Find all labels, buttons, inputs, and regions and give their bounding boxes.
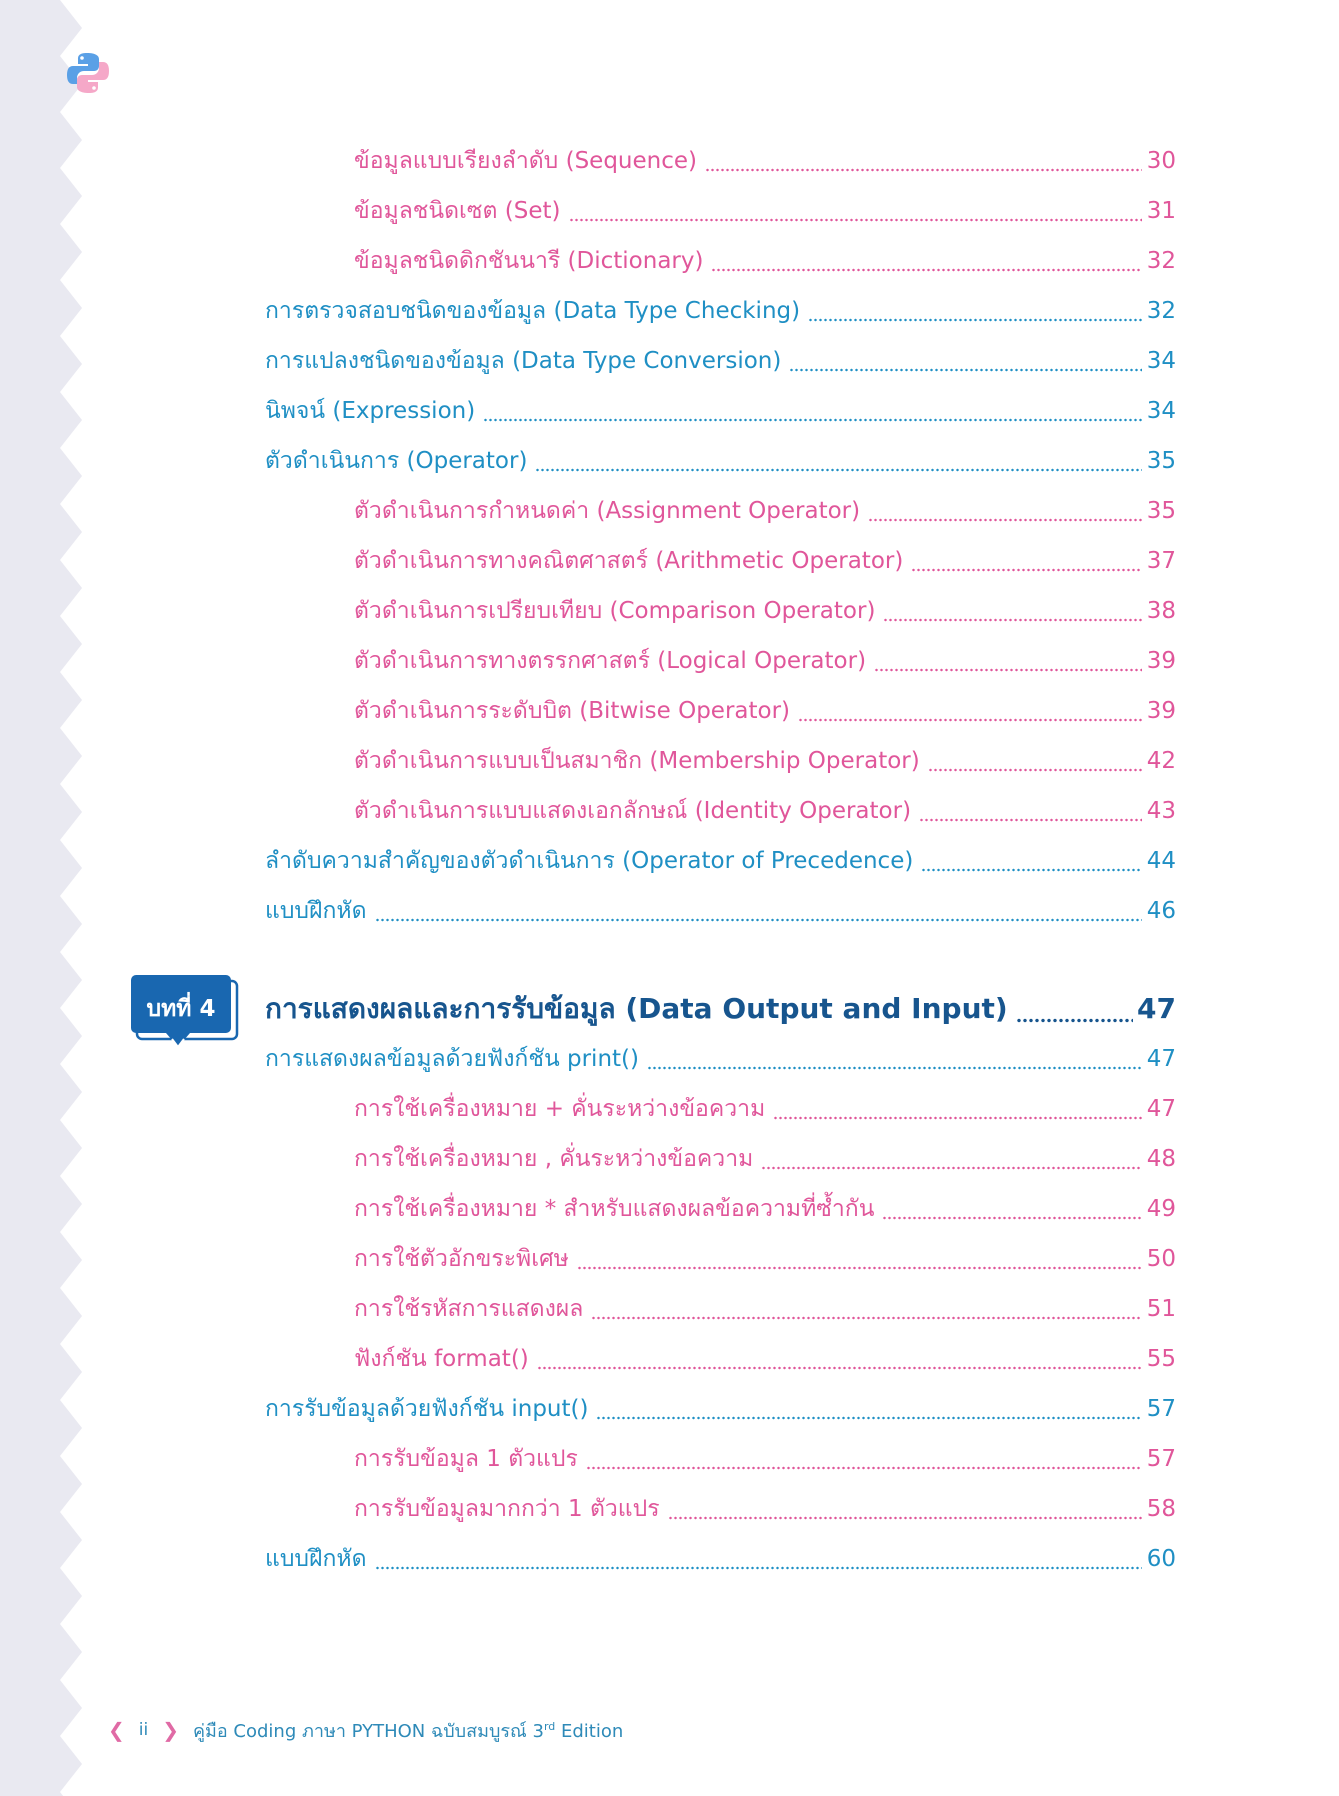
- toc-entry[interactable]: [265, 445, 1176, 477]
- toc-entry-page: 60: [1146, 1546, 1176, 1572]
- toc-entry-title: การใช้เครื่องหมาย , คั่นระหว่างข้อความ: [354, 1146, 754, 1172]
- dot-leader: [789, 368, 1142, 372]
- dot-leader: [705, 168, 1142, 172]
- dot-leader: [591, 1316, 1142, 1320]
- toc-entry[interactable]: [354, 595, 1176, 627]
- toc-entry-page: 57: [1146, 1396, 1176, 1422]
- dot-leader: [808, 318, 1142, 322]
- toc-entry-page: 55: [1146, 1346, 1176, 1372]
- toc-entry-title: การแสดงผลและการรับข้อมูล (Data Output and Input): [265, 992, 1008, 1025]
- toc-entry-title: การใช้เครื่องหมาย * สำหรับแสดงผลข้อความที่ซ้ำกัน: [354, 1196, 875, 1222]
- toc-entry-title: ข้อมูลชนิดดิกชันนารี (Dictionary): [354, 248, 704, 274]
- toc-entry-page: 42: [1146, 748, 1176, 774]
- toc-entry[interactable]: [354, 695, 1176, 727]
- prev-page-icon[interactable]: ❮: [108, 1718, 125, 1742]
- dot-leader: [761, 1166, 1142, 1170]
- toc-entry[interactable]: [354, 145, 1176, 177]
- toc-entry-page: 30: [1146, 148, 1176, 174]
- toc-entry[interactable]: [265, 295, 1176, 327]
- toc-entry-page: 31: [1146, 198, 1176, 224]
- toc-entry-title: ตัวดำเนินการระดับบิต (Bitwise Operator): [354, 698, 791, 724]
- toc-entry[interactable]: [354, 245, 1176, 277]
- page-number: ii: [138, 1720, 149, 1740]
- toc-entry-page: 49: [1146, 1196, 1176, 1222]
- toc-entry-page: 32: [1146, 248, 1176, 274]
- toc-entry-page: 38: [1146, 598, 1176, 624]
- toc-entry-page: 47: [1146, 1096, 1176, 1122]
- toc-entry-page: 34: [1146, 398, 1176, 424]
- toc-entry-title: การรับข้อมูลด้วยฟังก์ชัน input(): [265, 1396, 589, 1422]
- toc-entry-title: ตัวดำเนินการทางตรรกศาสตร์ (Logical Operator): [354, 648, 867, 674]
- toc-entry-title: ตัวดำเนินการ (Operator): [265, 448, 528, 474]
- dot-leader: [711, 268, 1142, 272]
- toc-entry[interactable]: [354, 1193, 1176, 1225]
- chapter-badge-label: บทที่ 4: [146, 996, 216, 1022]
- dot-leader: [882, 1216, 1142, 1220]
- dot-leader: [668, 1516, 1142, 1520]
- dot-leader: [647, 1066, 1142, 1070]
- toc-entry-title: แบบฝึกหัด: [265, 898, 367, 924]
- dot-leader: [883, 618, 1142, 622]
- toc-entry[interactable]: [354, 1143, 1176, 1175]
- toc-entry-page: 43: [1146, 798, 1176, 824]
- dot-leader: [577, 1266, 1142, 1270]
- toc-entry[interactable]: [354, 1343, 1176, 1375]
- dot-leader: [375, 918, 1142, 922]
- dot-leader: [868, 518, 1142, 522]
- dot-leader: [596, 1416, 1142, 1420]
- toc-entry-page: 47: [1137, 992, 1176, 1025]
- toc-entry-title: การตรวจสอบชนิดของข้อมูล (Data Type Checking): [265, 298, 801, 324]
- toc-entry[interactable]: [354, 1093, 1176, 1125]
- toc-entry[interactable]: [354, 545, 1176, 577]
- dot-leader: [928, 768, 1142, 772]
- toc-entry-page: 39: [1146, 648, 1176, 674]
- dot-leader: [569, 218, 1143, 222]
- dot-leader: [921, 868, 1142, 872]
- toc-entry-title: ตัวดำเนินการแบบแสดงเอกลักษณ์ (Identity Operator): [354, 798, 912, 824]
- dot-leader: [798, 718, 1142, 722]
- toc-entry-title: ตัวดำเนินการแบบเป็นสมาชิก (Membership Operator): [354, 748, 920, 774]
- dot-leader: [375, 1566, 1142, 1570]
- dot-leader: [1016, 1018, 1133, 1023]
- dot-leader: [586, 1466, 1142, 1470]
- toc-entry-title: การแปลงชนิดของข้อมูล (Data Type Conversion): [265, 348, 782, 374]
- toc-entry-title: ตัวดำเนินการทางคณิตศาสตร์ (Arithmetic Operator): [354, 548, 904, 574]
- toc-entry-title: ตัวดำเนินการกำหนดค่า (Assignment Operator): [354, 498, 861, 524]
- toc-entry-title: ฟังก์ชัน format(): [354, 1346, 529, 1372]
- toc-entry[interactable]: [354, 795, 1176, 827]
- python-logo-icon: [65, 50, 111, 96]
- toc-entry-page: 37: [1146, 548, 1176, 574]
- toc-entry[interactable]: [354, 1293, 1176, 1325]
- dot-leader: [874, 668, 1142, 672]
- toc-entry-title: ลำดับความสำคัญของตัวดำเนินการ (Operator of Precedence): [265, 848, 914, 874]
- toc-entry-page: 57: [1146, 1446, 1176, 1472]
- toc-entry-title: การใช้ตัวอักขระพิเศษ: [354, 1246, 569, 1272]
- toc-entry-page: 39: [1146, 698, 1176, 724]
- toc-entry[interactable]: [354, 495, 1176, 527]
- dot-leader: [773, 1116, 1142, 1120]
- zigzag-border: [0, 0, 90, 1796]
- toc-entry[interactable]: [354, 1243, 1176, 1275]
- book-title: คู่มือ Coding ภาษา PYTHON ฉบับสมบูรณ์ 3rd Edition: [192, 1719, 624, 1742]
- toc-entry-title: การใช้เครื่องหมาย + คั่นระหว่างข้อความ: [354, 1096, 766, 1122]
- toc-entry[interactable]: [354, 1443, 1176, 1475]
- toc-entry[interactable]: [354, 745, 1176, 777]
- toc-entry-page: 32: [1146, 298, 1176, 324]
- toc-entry-page: 50: [1146, 1246, 1176, 1272]
- chapter-heading[interactable]: [265, 990, 1176, 1028]
- toc-entry[interactable]: [265, 1543, 1176, 1575]
- toc-entry[interactable]: [354, 1493, 1176, 1525]
- toc-entry-title: การรับข้อมูลมากกว่า 1 ตัวแปร: [354, 1496, 660, 1522]
- toc-entry[interactable]: [354, 195, 1176, 227]
- toc-entry-title: ตัวดำเนินการเปรียบเทียบ (Comparison Operator): [354, 598, 876, 624]
- toc-entry-title: แบบฝึกหัด: [265, 1546, 367, 1572]
- dot-leader: [537, 1366, 1142, 1370]
- toc-entry-page: 51: [1146, 1296, 1176, 1322]
- dot-leader: [911, 568, 1142, 572]
- toc-entry[interactable]: [265, 395, 1176, 427]
- toc-entry[interactable]: [265, 895, 1176, 927]
- toc-entry-title: ข้อมูลแบบเรียงลำดับ (Sequence): [354, 148, 697, 174]
- toc-entry-page: 58: [1146, 1496, 1176, 1522]
- dot-leader: [483, 418, 1142, 422]
- toc-entry[interactable]: [265, 845, 1176, 877]
- toc-entry-page: 35: [1146, 498, 1176, 524]
- toc-entry-page: 34: [1146, 348, 1176, 374]
- toc-entry-page: 46: [1146, 898, 1176, 924]
- dot-leader: [535, 468, 1142, 472]
- toc-entry[interactable]: [265, 345, 1176, 377]
- toc-entry[interactable]: [354, 645, 1176, 677]
- toc-entry-title: การรับข้อมูล 1 ตัวแปร: [354, 1446, 578, 1472]
- toc-entry-page: 48: [1146, 1146, 1176, 1172]
- dot-leader: [919, 818, 1142, 822]
- toc-entry[interactable]: [265, 1393, 1176, 1425]
- toc-entry-page: 35: [1146, 448, 1176, 474]
- toc-entry-title: ข้อมูลชนิดเซต (Set): [354, 198, 561, 224]
- toc-entry-title: การใช้รหัสการแสดงผล: [354, 1296, 584, 1322]
- toc-entry[interactable]: [265, 1043, 1176, 1075]
- toc-entry-title: การแสดงผลข้อมูลด้วยฟังก์ชัน print(): [265, 1046, 639, 1072]
- toc-entry-page: 47: [1146, 1046, 1176, 1072]
- page-footer: [108, 1715, 623, 1745]
- toc-entry-page: 44: [1146, 848, 1176, 874]
- next-page-icon[interactable]: ❯: [162, 1718, 179, 1742]
- toc-entry-title: นิพจน์ (Expression): [265, 398, 476, 424]
